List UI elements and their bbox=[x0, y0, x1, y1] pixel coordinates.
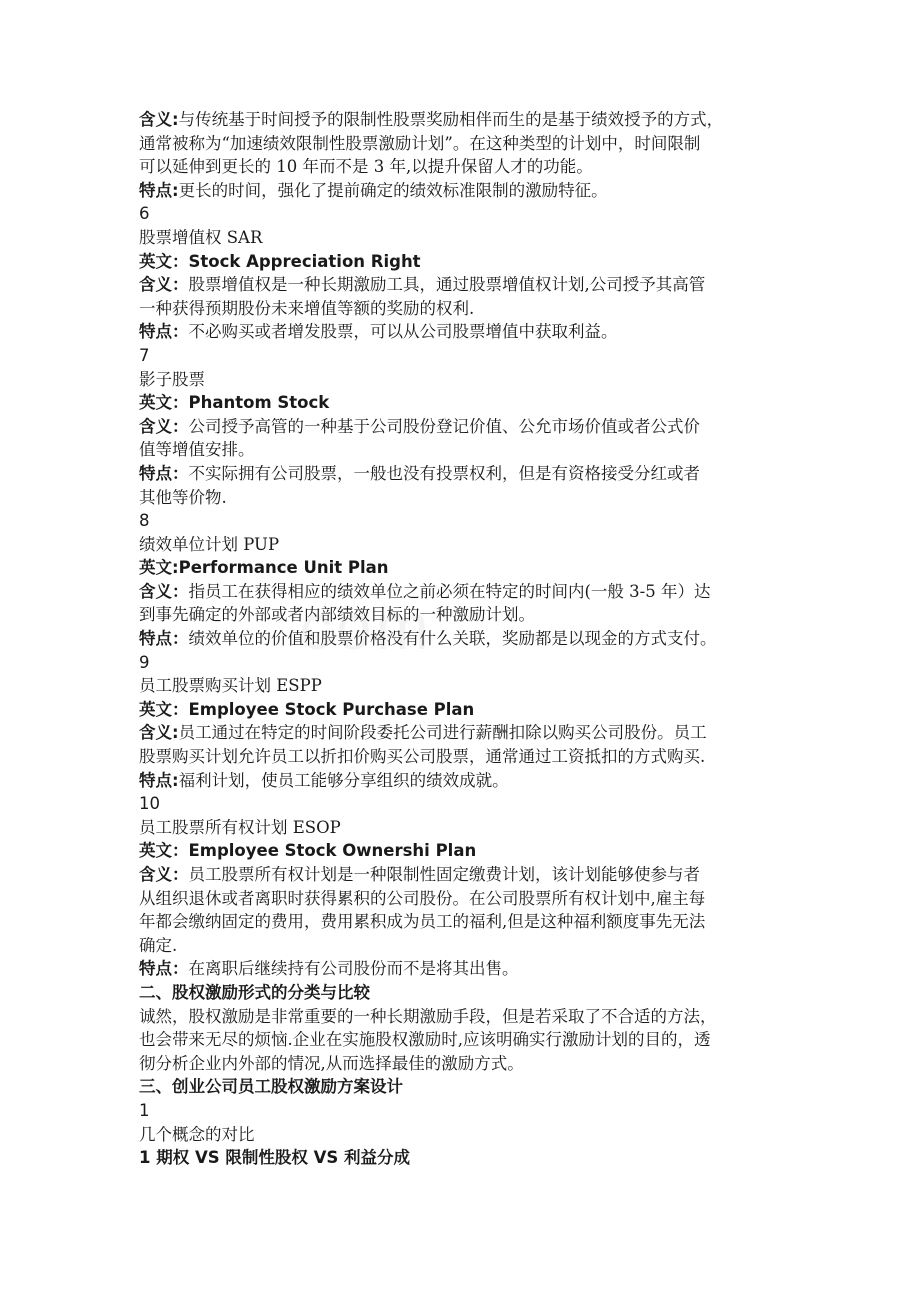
line-text: 更长的时间，强化了提前确定的绩效标准限制的激励特征。 bbox=[178, 180, 608, 200]
line-text: 9 bbox=[139, 652, 150, 672]
line-text: 可以延伸到更长的 10 年而不是 3 年,以提升保留人才的功能。 bbox=[139, 157, 593, 177]
field-label: 英文： bbox=[139, 841, 189, 861]
line-text: 不必购买或者增发股票，可以从公司股票增值中获取利益。 bbox=[188, 322, 618, 342]
line-text: 1 bbox=[139, 1100, 150, 1120]
text-line bbox=[139, 934, 799, 958]
line-text: 福利计划，使员工能够分享组织的绩效成就。 bbox=[178, 770, 509, 790]
text-line bbox=[139, 320, 799, 344]
field-label: 特点： bbox=[139, 629, 189, 649]
line-text: 1 期权 VS 限制性股权 VS 利益分成 bbox=[139, 1148, 411, 1168]
text-line bbox=[139, 462, 799, 486]
watermark bbox=[300, 590, 433, 664]
text-line bbox=[139, 627, 799, 651]
text-line bbox=[139, 1028, 799, 1052]
line-text: 绩效单位计划 PUP bbox=[139, 534, 280, 554]
field-label: 特点： bbox=[139, 322, 189, 342]
text-line bbox=[139, 1123, 799, 1147]
text-line bbox=[139, 297, 799, 321]
line-text: 8 bbox=[139, 511, 150, 531]
text-line bbox=[139, 533, 799, 557]
line-text: 几个概念的对比 bbox=[139, 1124, 255, 1144]
field-label: 含义： bbox=[139, 865, 189, 884]
line-text: 二、股权激励形式的分类与比较 bbox=[139, 982, 370, 1002]
text-line bbox=[139, 816, 799, 840]
field-label: 含义: bbox=[139, 723, 179, 743]
line-text: 7 bbox=[139, 345, 150, 365]
text-line bbox=[139, 721, 799, 745]
document-body bbox=[139, 108, 799, 1170]
line-text: 年都会缴纳固定的费用，费用累积成为员工的福利,但是这种福利额度事先无法 bbox=[139, 912, 706, 932]
line-text: 绩效单位的价值和股票价格没有什么关联，奖励都是以现金的方式支付。 bbox=[188, 629, 717, 649]
field-label: 特点： bbox=[139, 959, 189, 979]
text-line bbox=[139, 745, 799, 769]
line-text: Employee Stock Ownershi Plan bbox=[188, 841, 477, 861]
line-text: 股票购买计划允许员工以折扣价购买公司股票，通常通过工资抵扣的方式购买. bbox=[139, 747, 706, 767]
line-text: Phantom Stock bbox=[188, 393, 330, 413]
line-text: 确定. bbox=[139, 935, 178, 955]
line-text: 股票增值权 SAR bbox=[139, 227, 263, 247]
text-line bbox=[139, 839, 799, 863]
text-line bbox=[139, 486, 799, 510]
line-text: 到事先确定的外部或者内部绩效目标的一种激励计划。 bbox=[139, 605, 535, 625]
line-text: 员工股票所有权计划 ESOP bbox=[139, 817, 341, 837]
text-line bbox=[139, 1005, 799, 1029]
line-text: 从组织退休或者离职时获得累积的公司股份。在公司股票所有权计划中,雇主每 bbox=[139, 888, 706, 908]
line-text: 指员工在获得相应的绩效单位之前必须在特定的时间内(一般 3-5 年）达 bbox=[188, 581, 711, 601]
text-line bbox=[139, 981, 799, 1005]
text-line bbox=[139, 1146, 799, 1170]
line-text: 影子股票 bbox=[139, 369, 205, 389]
line-text: 6 bbox=[139, 204, 150, 224]
text-line bbox=[139, 155, 799, 179]
field-label: 含义： bbox=[139, 581, 189, 601]
line-text: 员工股票所有权计划是一种限制性固定缴费计划，该计划能够使参与者 bbox=[188, 865, 700, 884]
line-text: 值等增值安排。 bbox=[139, 440, 255, 460]
field-label: 英文： bbox=[139, 251, 189, 271]
line-text: 员工通过在特定的时间阶段委托公司进行薪酬扣除以购买公司股份。员工 bbox=[178, 723, 707, 743]
field-label: 特点: bbox=[139, 770, 179, 790]
text-line bbox=[139, 226, 799, 250]
text-line bbox=[139, 1099, 799, 1123]
text-line bbox=[139, 957, 799, 981]
line-text: Employee Stock Purchase Plan bbox=[188, 699, 475, 719]
text-line bbox=[139, 651, 799, 675]
text-line bbox=[139, 674, 799, 698]
text-line bbox=[139, 509, 799, 533]
field-label: 特点: bbox=[139, 180, 179, 200]
field-label: 英文： bbox=[139, 699, 189, 719]
line-text: 不实际拥有公司股票，一般也没有投票权利，但是有资格接受分红或者 bbox=[188, 463, 700, 483]
text-line bbox=[139, 887, 799, 911]
line-text: Performance Unit Plan bbox=[178, 558, 389, 578]
text-line bbox=[139, 202, 799, 226]
line-text: 彻分析企业内外部的情况,从而选择最佳的激励方式。 bbox=[139, 1053, 524, 1073]
text-line bbox=[139, 108, 799, 132]
text-line bbox=[139, 179, 799, 203]
text-line bbox=[139, 368, 799, 392]
text-line bbox=[139, 910, 799, 934]
line-text: 一种获得预期股份未来增值等额的奖励的权利. bbox=[139, 298, 475, 318]
field-label: 含义: bbox=[139, 110, 179, 129]
line-text: 10 bbox=[139, 794, 160, 814]
text-line bbox=[139, 603, 799, 627]
text-line bbox=[139, 556, 799, 580]
text-line bbox=[139, 415, 799, 439]
line-text: 在离职后继续持有公司股份而不是将其出售。 bbox=[188, 959, 519, 979]
field-label: 英文： bbox=[139, 393, 189, 413]
text-line bbox=[139, 863, 799, 887]
text-line bbox=[139, 250, 799, 274]
field-label: 含义： bbox=[139, 416, 189, 436]
text-line bbox=[139, 438, 799, 462]
line-text: 三、创业公司员工股权激励方案设计 bbox=[139, 1077, 403, 1097]
text-line bbox=[139, 769, 799, 793]
text-line bbox=[139, 273, 799, 297]
text-line bbox=[139, 698, 799, 722]
field-label: 英文: bbox=[139, 558, 179, 578]
field-label: 含义： bbox=[139, 275, 189, 295]
text-line bbox=[139, 1075, 799, 1099]
text-line bbox=[139, 391, 799, 415]
line-text: 公司授予高管的一种基于公司股份登记价值、公允市场价值或者公式价 bbox=[188, 416, 700, 436]
line-text: 通常被称为“加速绩效限制性股票激励计划”。在这种类型的计划中，时间限制 bbox=[139, 133, 701, 153]
text-line bbox=[139, 580, 799, 604]
line-text: Stock Appreciation Right bbox=[188, 251, 421, 271]
line-text: 其他等价物. bbox=[139, 487, 227, 507]
line-text: 也会带来无尽的烦恼.企业在实施股权激励时,应该明确实行激励计划的目的，透 bbox=[139, 1030, 711, 1050]
line-text: 诚然，股权激励是非常重要的一种长期激励手段，但是若采取了不合适的方法， bbox=[139, 1006, 717, 1026]
line-text: 股票增值权是一种长期激励工具，通过股票增值权计划,公司授予其高管 bbox=[188, 275, 706, 295]
line-text: 员工股票购买计划 ESPP bbox=[139, 676, 322, 696]
line-text: 与传统基于时间授予的限制性股票奖励相伴而生的是基于绩效授予的方式， bbox=[178, 110, 724, 129]
field-label: 特点： bbox=[139, 463, 189, 483]
text-line bbox=[139, 132, 799, 156]
text-line bbox=[139, 792, 799, 816]
text-line bbox=[139, 1052, 799, 1076]
text-line bbox=[139, 344, 799, 368]
